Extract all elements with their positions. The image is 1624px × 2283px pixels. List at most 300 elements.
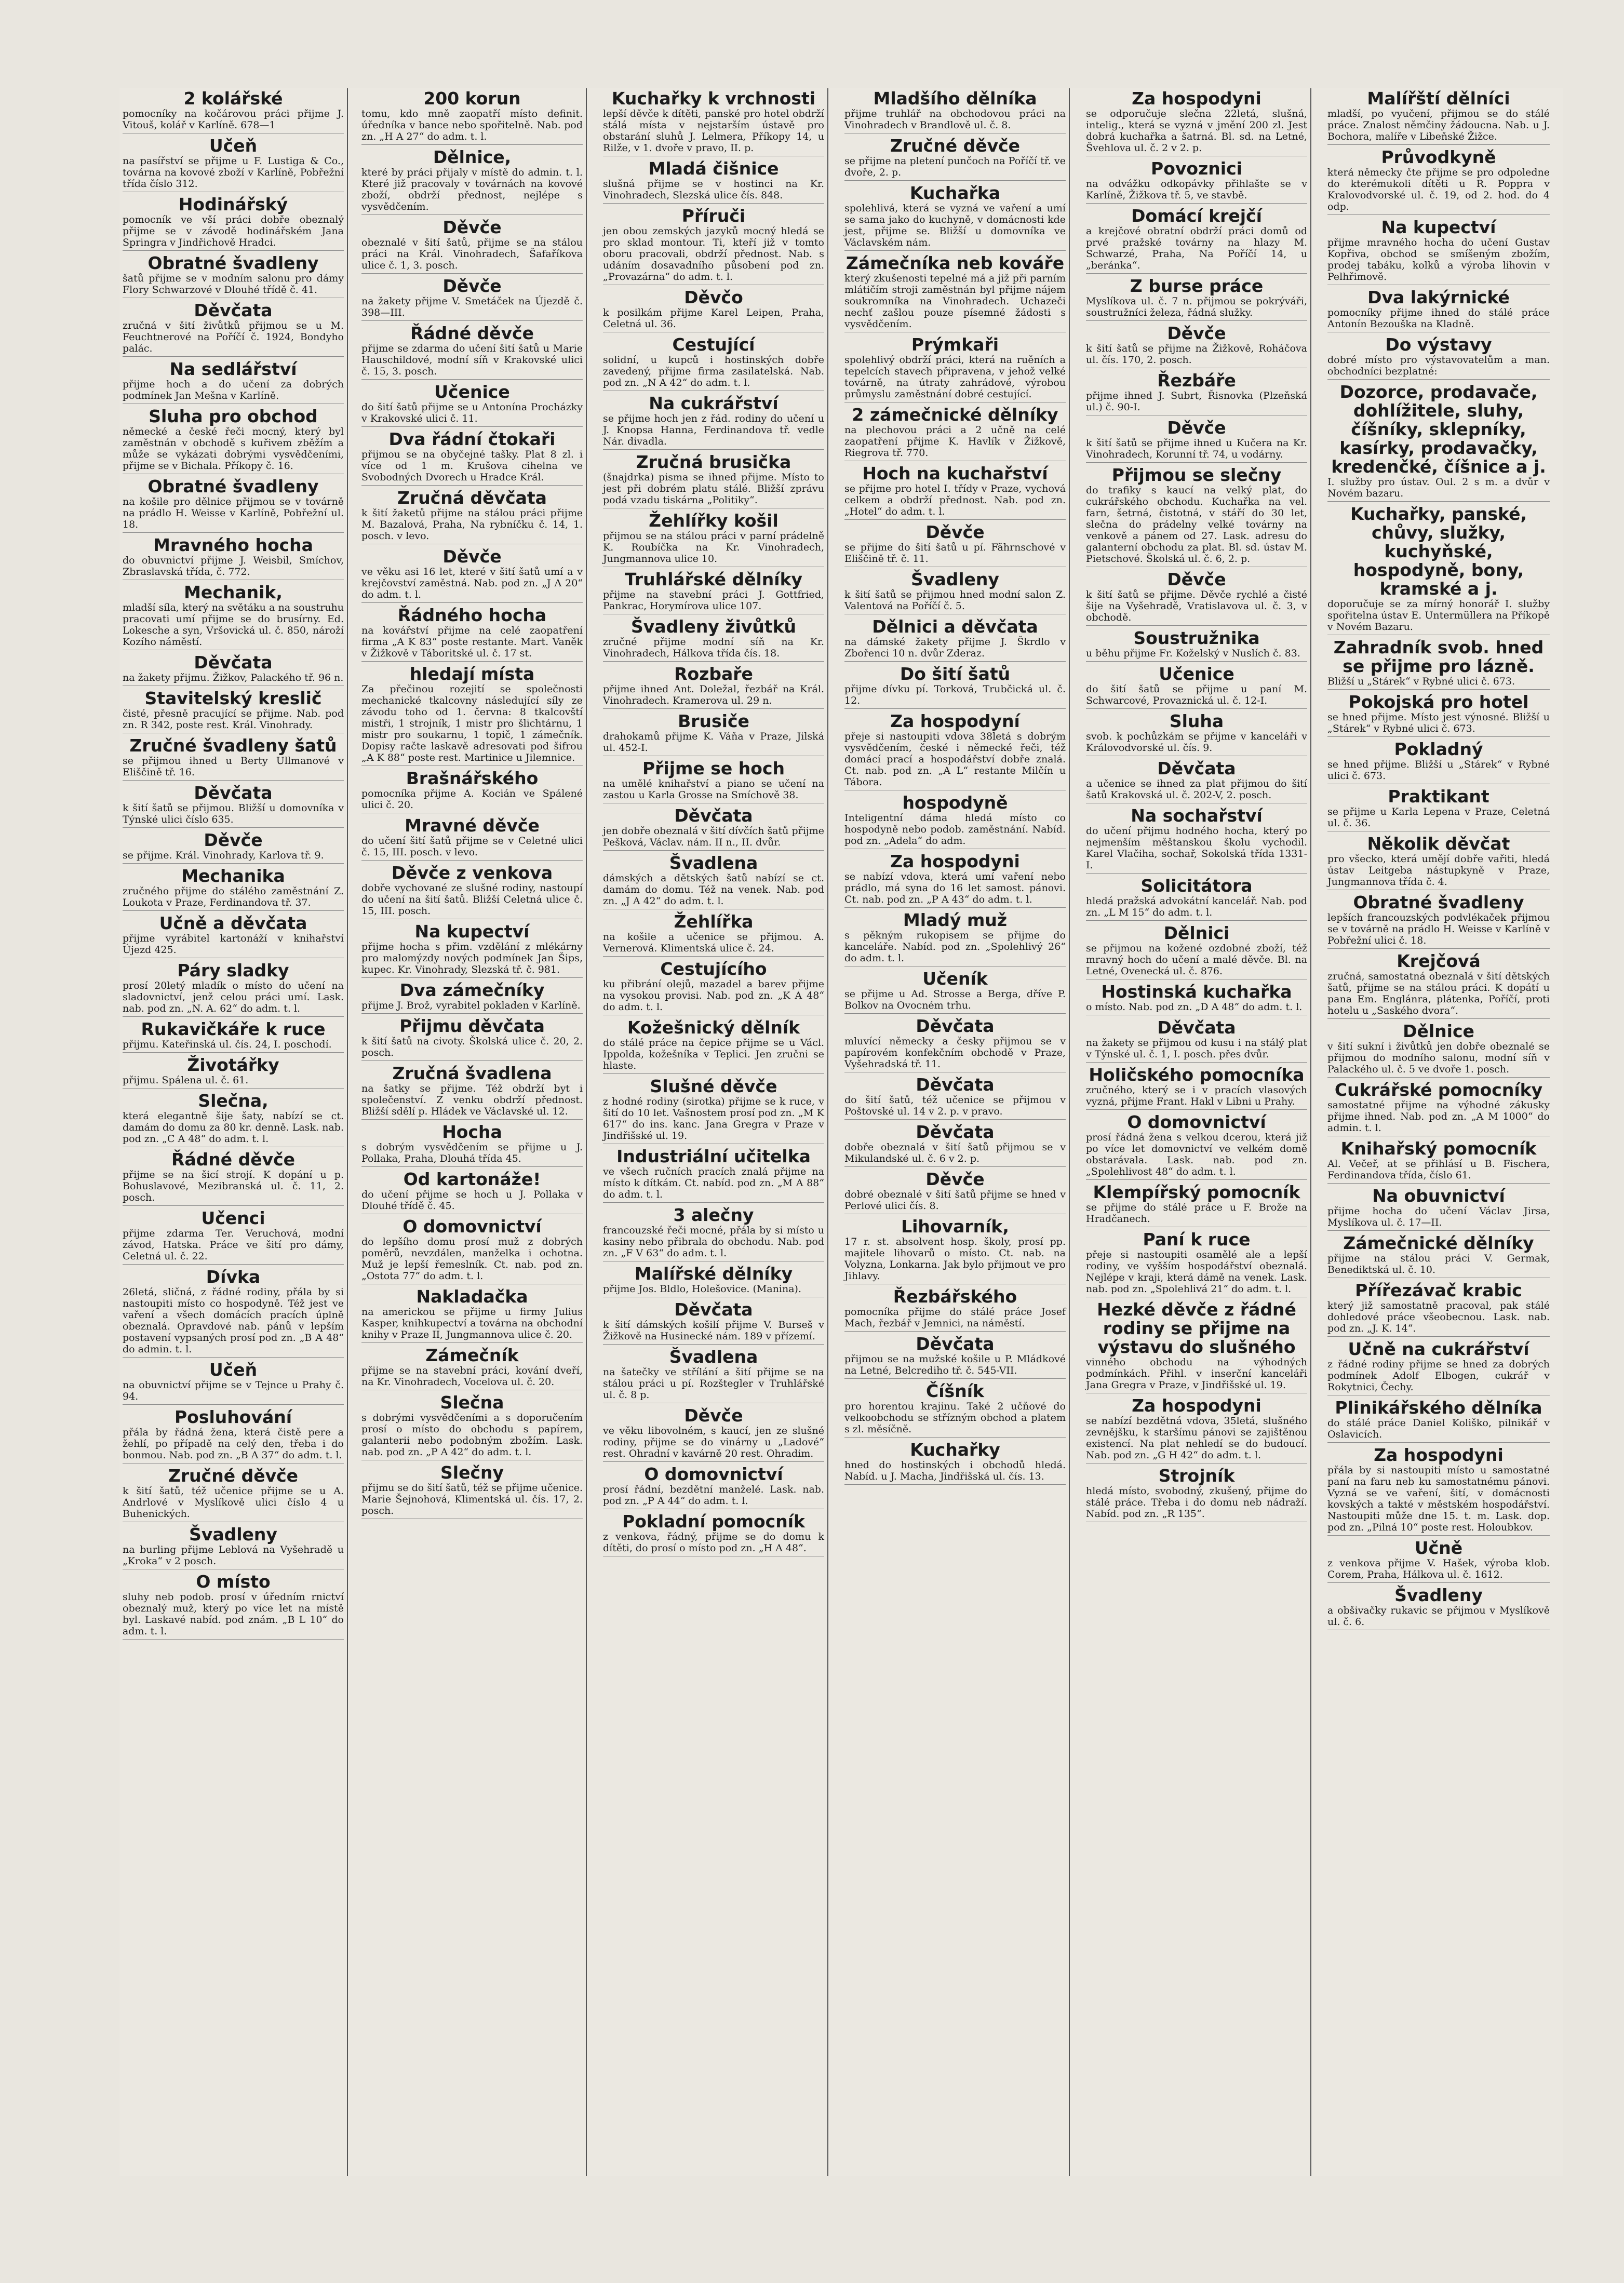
ad-heading: Švadleny živůtků xyxy=(630,616,797,637)
ad-heading: Zámečník xyxy=(425,1345,519,1365)
classified-ad xyxy=(123,407,344,474)
ad-heading: Slečna, xyxy=(198,1091,269,1111)
ad-heading: Soustružnika xyxy=(1133,628,1260,648)
classified-ad xyxy=(123,583,344,650)
classified-ad xyxy=(1086,759,1307,803)
ad-text: svob. k pochůzkám se přijme v kanceláři v Královodvorské ul. čís. 9. xyxy=(1086,731,1307,754)
ad-heading: Děvče xyxy=(1167,323,1226,343)
ad-heading: O domovnictví xyxy=(1127,1112,1266,1132)
ad-text: německé a české řeči mocný, který byl zaměstnán v obchodě s kuřivem zběžím a může se vykázati dobrými vysvědčeními, přijme se v Bichala. Příkopy č. 16. xyxy=(123,426,344,472)
ad-text: přijmu. Spálena ul. č. 61. xyxy=(123,1075,249,1086)
ad-text: se odporučuje slečna 22letá, slušná, intelig., která se vyzná v jmění 200 zl. Jest dobrá kuchařka a šatrná. Bl. sd. na Letné, Švehlova ul. č. 2 v 2. p. xyxy=(1086,108,1307,154)
ad-heading: O domovnictví xyxy=(402,1216,542,1237)
classified-ad xyxy=(603,960,824,1015)
ad-text: se přijme u Karla Lepena v Praze, Celetná ul. č. 36. xyxy=(1327,806,1550,829)
classified-ad xyxy=(1086,466,1307,567)
ad-heading: Dělnici a děvčata xyxy=(872,616,1038,637)
classified-ad xyxy=(1086,207,1307,274)
ad-text: jen obou zemských jazyků mocný hledá se pro sklad montour. Ti, kteří již v tomto oboru pracovali, obdrží přednost. Nab. s udáním dosavadního působení pod zn. „Provazárna“ do adm. t. l. xyxy=(603,225,824,283)
ad-heading: Příruči xyxy=(681,206,746,226)
ad-heading: Děvčo xyxy=(684,287,743,307)
ad-heading: Přířezávač krabic xyxy=(1355,1280,1522,1300)
ad-text: zručná, samostatná obeznalá v šití dětských šatů, přijme se na stálou práci. K dopátí u pana Em. Englánra, plátenka, Poříčí, proti hotelu u „Saského dvora“. xyxy=(1327,971,1550,1016)
classified-ad xyxy=(1086,924,1307,979)
ad-heading: Hezké děvče z řádné rodiny se přijme na výstavu do slušného xyxy=(1097,1299,1296,1357)
classified-ad xyxy=(361,277,583,321)
classified-ad xyxy=(123,1092,344,1147)
classified-ad xyxy=(603,854,824,909)
ad-text: přijme na stavební práci J. Gottfried, Pankrac, Horymírova ulice 107. xyxy=(603,589,824,612)
ad-heading: Domácí krejčí xyxy=(1131,206,1262,226)
ad-heading: Dělnice, xyxy=(433,147,512,167)
ad-heading: Číšník xyxy=(926,1381,984,1401)
classified-ad xyxy=(123,536,344,580)
ad-text: přijme Jos. Bldlo, Holešovice. (Manina). xyxy=(603,1283,802,1295)
classified-ad xyxy=(844,1017,1066,1072)
classified-ad xyxy=(123,1268,344,1358)
classified-ad xyxy=(1086,419,1307,463)
ad-text: přijmou se na stálou práci v parní prádelně K. Roubíčka na Kr. Vinohradech, Jungmannova ulice 10. xyxy=(603,530,824,565)
ad-heading: Mladá čišnice xyxy=(648,158,779,179)
ad-text: na šatky se přijme. Též obdrží byt i společenství. Z venku obdrží přednost. Bližší sdělí p. Hládek ve Václavské ul. 12. xyxy=(361,1083,583,1117)
ad-text: pomocníka přijme do stálé práce Josef Mach, řezbář v Jemnici, na náměstí. xyxy=(844,1306,1066,1329)
classified-ad xyxy=(123,477,344,533)
ad-heading: Zámečnické dělníky xyxy=(1343,1233,1534,1253)
ad-text: obeznalé v šití šatů, přijme se na stálou práci na Král. Vinohradech, Šafaříkova ulice č. 1, 3. posch. xyxy=(361,237,583,271)
classified-ad xyxy=(1327,1022,1550,1078)
ad-text: pro horentou krajinu. Také 2 učňové do velkoobchodu se střízným obchod a platem s zl. měsíčně. xyxy=(844,1401,1066,1435)
classified-ad xyxy=(1086,1467,1307,1522)
classified-ad xyxy=(603,453,824,508)
ad-heading: Za hospodyni xyxy=(890,851,1020,871)
classified-ad xyxy=(361,816,583,861)
ad-text: zručného přijme do stálého zaměstnání Z. Loukota v Praze, Ferdinandova tř. 37. xyxy=(123,885,344,908)
ad-heading: Švadlena xyxy=(669,853,758,873)
ad-text: Myslíkova ul. č. 7 n. přijmou se pokrýváři, soustružníci železa, řádná služky. xyxy=(1086,296,1307,318)
ad-heading: Kuchařky xyxy=(910,1440,1000,1460)
classified-ad xyxy=(123,914,344,958)
classified-ad xyxy=(603,1147,824,1203)
classified-ad xyxy=(361,1217,583,1284)
classified-ad xyxy=(123,137,344,192)
ad-heading: Brusiče xyxy=(678,711,749,731)
classified-ad xyxy=(361,981,583,1014)
ad-text: k šití dámských košilí přijme V. Burseš v Žižkově na Husinecké nám. 189 v přízemí. xyxy=(603,1319,824,1342)
classified-ad xyxy=(123,653,344,686)
classified-ad xyxy=(844,89,1066,133)
classified-ad xyxy=(123,301,344,357)
ad-heading: Dívka xyxy=(206,1267,261,1287)
classified-ad xyxy=(603,712,824,756)
ad-heading: Učeň xyxy=(209,136,258,156)
classified-ad xyxy=(603,1465,824,1509)
classified-ad xyxy=(844,1217,1066,1284)
ad-text: se přijmou ihned u Berty Ullmanové v Eliščině tř. 16. xyxy=(123,755,344,778)
ad-heading: Švadlena xyxy=(669,1347,758,1367)
classified-ad xyxy=(1086,712,1307,756)
classified-ad xyxy=(844,184,1066,251)
ad-heading: Děvče xyxy=(204,830,263,850)
ad-text: Al. Večeř, at se přihlásí u B. Fischera, Ferdinandova třída, číslo 61. xyxy=(1327,1158,1550,1181)
classified-ad xyxy=(603,207,824,285)
ad-text: mluvící německy a česky přijmou se v papírovém konfekčním obchodě v Praze, Vyšehradská tř. 11. xyxy=(844,1036,1066,1070)
ad-text: na umělé knihařství a piano se učení na zastou u Karla Grosse na Smíchově 38. xyxy=(603,778,824,801)
ad-text: dámských a dětských šatů nabízí se ct. damám do domu. Též na venek. Nab. pod zn. „J A 42“ do adm. t. l. xyxy=(603,872,824,907)
classified-ad xyxy=(844,406,1066,461)
ad-heading: Děvče z venkova xyxy=(391,863,553,883)
classified-ad xyxy=(603,807,824,851)
classified-ad xyxy=(844,911,1066,966)
classified-ad xyxy=(844,1123,1066,1167)
classified-ad xyxy=(361,1287,583,1343)
classified-ad xyxy=(1327,89,1550,145)
classified-ad xyxy=(1327,693,1550,737)
ad-heading: Slečna xyxy=(440,1392,504,1413)
classified-ad xyxy=(603,1077,824,1144)
ad-heading: Sluha pro obchod xyxy=(149,406,318,426)
ad-heading: Zručné děvče xyxy=(168,1466,299,1486)
classified-ad xyxy=(123,736,344,781)
classified-ad xyxy=(123,1020,344,1053)
ad-heading: Kuchařky, panské, chůvy, služky, kuchyňské, hospodyně, bony, kramské a j. xyxy=(1350,504,1527,599)
ad-heading: Na sochařství xyxy=(1131,805,1263,826)
ad-heading: Slušné děvče xyxy=(650,1076,777,1096)
ad-text: z hodné rodiny (sirotka) přijme se k ruce, v šití do 10 let. Vašnostem prosí pod zn. „M K 617“ do ins. kanc. Jana Gregra v Praze v Jindřišské ul. 19. xyxy=(603,1096,824,1142)
ad-heading: Na cukrářství xyxy=(649,393,779,413)
ad-heading: Děvčata xyxy=(1157,1017,1236,1038)
ad-heading: Hodinářský xyxy=(178,194,288,214)
ad-heading: Přijmou se slečny xyxy=(1111,465,1282,485)
ad-text: pro všecko, která umějí dobře vařiti, hledá ústav Leitgeba nástupkyně v Praze, Jungmannova třída č. 4. xyxy=(1327,853,1550,888)
ad-text: k šití šatů na civoty. Školská ulice č. 20, 2. posch. xyxy=(361,1036,583,1058)
classified-ad xyxy=(603,665,824,709)
ad-text: solidní, u kupců i hostinských dobře zavedený, přijme firma zasilatelská. Nab. pod zn. „N A 42“ do adm. t. l. xyxy=(603,354,824,388)
ad-heading: Dělnice xyxy=(1403,1021,1474,1041)
classified-ad xyxy=(361,547,583,603)
classified-ad xyxy=(361,1346,583,1390)
ad-text: do šití šatů přijme se u Antonína Procházky v Krakovské ulici č. 11. xyxy=(361,401,583,424)
ad-text: se přijme do šití šatů u pí. Fährnschové v Eliščině tř. č. 11. xyxy=(844,542,1066,565)
ad-text: s pěkným rukopisem se přijme do kanceláře. Nabíd. pod zn. „Spolehlivý 26“ do adm. t. l. xyxy=(844,930,1066,964)
ad-heading: Mravné děvče xyxy=(405,815,540,836)
ad-text: na košile a učenice se přijmou. A. Vernerová. Klimentská ulice č. 24. xyxy=(603,931,824,954)
classified-ad xyxy=(361,606,583,662)
ad-text: přála by řádná žena, která čistě pere a žehlí, po případě na celý den, třeba i do bonmou. Nab. pod zn. „B A 37“ do adm. t. l. xyxy=(123,1427,344,1461)
classified-ad xyxy=(844,852,1066,908)
classified-ad xyxy=(1327,893,1550,949)
ad-text: vinného obchodu na výhodných podmínkách. Přihl. v inserční kanceláři Jana Gregra v Praze, v Jindřišské ul. 19. xyxy=(1086,1357,1307,1391)
ad-heading: Zahradník svob. hned se přijme pro lázně. xyxy=(1333,637,1544,676)
classified-ad xyxy=(123,831,344,864)
ad-heading: Životářky xyxy=(187,1055,279,1075)
ad-heading: Děvče xyxy=(442,546,502,567)
ad-heading: Zručné švadleny šatů xyxy=(129,735,337,756)
ad-text: dobré obeznalé v šití šatů přijme se hned v Perlové ulici čís. 8. xyxy=(844,1189,1066,1212)
ad-heading: Děvčata xyxy=(916,1334,995,1354)
ad-text: čisté, přesně pracující se přijme. Nab. pod zn. R 342, poste rest. Král. Vinohrady. xyxy=(123,708,344,731)
ad-text: s dobrým vysvědčením se přijme u J. Pollaka, Praha, Dlouhá třída 45. xyxy=(361,1142,583,1164)
ad-text: přijmu se do šití šatů, též se přijme učenice. Marie Šejnohová, Klimentská ul. čís. 17, 2. posch. xyxy=(361,1482,583,1516)
classified-ad xyxy=(844,1170,1066,1214)
classified-ad xyxy=(1086,1230,1307,1297)
classified-ad xyxy=(1327,1081,1550,1136)
ad-text: zručného, který se i v pracích vlasových vyzná, přijme Frant. Hakl v Libni u Prahy. xyxy=(1086,1084,1307,1107)
ad-heading: Plinikářského dělníka xyxy=(1335,1398,1542,1418)
classified-ad xyxy=(123,1467,344,1522)
classified-ad xyxy=(603,759,824,803)
ad-heading: Děvče xyxy=(1167,569,1226,589)
classified-ad xyxy=(1086,1300,1307,1393)
ad-text: přijme se na šicí strojí. K dopání u p. Bohuslavové, Mezibranská ul. č. 11, 2. posch. xyxy=(123,1169,344,1203)
ad-text: 26letá, sličná, z řádné rodiny, přála by si nastoupiti místo co hospodyně. Též jest ve vaření a všech domácích pracích úplně obeznalá. Opravdové nab. pánů v lepším postavení vypsaných prosí pod zn. „B A 48“ do admin. t. l. xyxy=(123,1286,344,1355)
ad-heading: hledají místa xyxy=(409,664,535,684)
ad-heading: Učně na cukrářství xyxy=(1348,1339,1529,1359)
ad-heading: Děvčata xyxy=(194,652,273,673)
ad-heading: Za hospodyni xyxy=(1374,1445,1504,1465)
ad-heading: Učeník xyxy=(922,969,988,989)
classified-ad xyxy=(123,1408,344,1463)
ad-heading: Několik děvčat xyxy=(1367,834,1510,854)
ad-heading: Řezbáře xyxy=(1157,370,1236,391)
classified-ad xyxy=(844,1441,1066,1485)
ad-text: přijme mravného hocha do učení Gustav Kopřiva, obchod se smíšeným zbožím, prodej tabáku, kolků a výroba lihovin v Pelhřimově. xyxy=(1327,237,1550,283)
ad-heading: Přijmu děvčata xyxy=(399,1016,545,1036)
ad-heading: Děvče xyxy=(925,522,985,542)
ad-text: do stálé práce na čepice přijme se u Václ. Ippolda, kožešníka v Teplici. Jen zručni se hlaste. xyxy=(603,1037,824,1071)
ad-text: přijme ihned Ant. Doležal, řezbář na Král. Vinohradech. Kramerova ul. 29 n. xyxy=(603,683,824,706)
ad-heading: Povoznici xyxy=(1151,158,1242,179)
ad-heading: Industriální učitelka xyxy=(616,1146,811,1166)
ad-text: jen dobře obeznalá v šití dívčích šatů přijme Pešková, Václav. nám. II n., II. dvůr. xyxy=(603,825,824,848)
ad-text: na burling přijme Leblová na Vyšehradě u „Kroka“ v 2 posch. xyxy=(123,1544,344,1567)
classified-ad xyxy=(603,1265,824,1297)
ad-text: k šití šatů se přijme ihned u Kučera na Kr. Vinohradech, Korunní tř. 74, u vodárny. xyxy=(1086,437,1307,460)
column-6 xyxy=(1324,88,1553,2176)
ad-heading: 3 alečny xyxy=(673,1205,754,1225)
ad-text: se přijme pro hotel I. třídy v Praze, vychová celkem a obdrží přednost. Nab. pod zn. „Hotel“ do adm. t. l. xyxy=(844,483,1066,517)
ad-text: lepších francouzských podvlékaček přijmou se v továrně na prádlo H. Weisse v Karlíně v Pobřežní ulici č. 18. xyxy=(1327,912,1550,946)
ad-heading: Děvče xyxy=(442,276,502,296)
ad-text: k šití šatů se přijme na Žižkově, Roháčova ul. čís. 170, 2. posch. xyxy=(1086,343,1307,366)
ad-heading: Přijme se hoch xyxy=(642,758,785,778)
classified-ad xyxy=(844,1382,1066,1438)
ad-heading: Malířské dělníky xyxy=(634,1264,793,1284)
classified-ad xyxy=(1086,665,1307,709)
classified-ad xyxy=(361,864,583,919)
ad-heading: Lihovarník, xyxy=(901,1216,1009,1237)
classified-ad xyxy=(844,794,1066,849)
classified-ad xyxy=(1327,335,1550,380)
ad-text: přijme hocha s přim. vzdělání z mlékárny pro malomýzdy nových podmínek Jan Šips, kupec. Kr. Vinohrady, Slezská tř. č. 981. xyxy=(361,941,583,975)
ad-text: přijmou se na mužské košile u P. Mládkové na Letné, Belcrediho tř. č. 545-VII. xyxy=(844,1353,1066,1376)
ad-text: drahokamů přijme K. Váňa v Praze, Jilská ul. 452-I. xyxy=(603,731,824,754)
ad-heading: Cukrářské pomocníky xyxy=(1334,1080,1543,1100)
classified-ad xyxy=(844,712,1066,790)
classified-ad xyxy=(123,689,344,733)
ad-text: přijmou se na obyčejné tašky. Plat 8 zl. i více od 1 m. Krušova cihelna ve Svobodných Dvorech u Hradce Král. xyxy=(361,449,583,483)
classified-ad xyxy=(603,617,824,662)
ad-heading: Mechanika xyxy=(181,866,285,886)
ad-heading: Solicitátora xyxy=(1140,876,1253,896)
classified-ad xyxy=(361,922,583,978)
classified-ad xyxy=(1327,1539,1550,1583)
classified-ad xyxy=(361,769,583,813)
classified-ad xyxy=(361,89,583,145)
ad-heading: Zručná švadlena xyxy=(392,1063,552,1083)
ad-heading: Učenci xyxy=(201,1208,265,1228)
classified-ad xyxy=(123,1209,344,1265)
ad-text: francouzské řeči mocné, přála by si místo u kasiny nebo přibrala do obchodu. Nab. pod zn. „F V 63“ do adm. t. l. xyxy=(603,1225,824,1259)
ad-text: se přijme do stálé práce u F. Brože na Hradčanech. xyxy=(1086,1202,1307,1225)
ad-heading: Hocha xyxy=(442,1122,502,1142)
ad-heading: Hostinská kuchařka xyxy=(1101,982,1292,1002)
ad-text: přijme hocha do učení Václav Jirsa, Myslíkova ul. č. 17—II. xyxy=(1327,1205,1550,1228)
ad-heading: Prýmkaři xyxy=(911,334,999,355)
ad-heading: Nakladačka xyxy=(416,1286,528,1307)
ad-text: prosí 20letý mladík o místo do učení na sladovnictví, jenž celou práci umí. Lask. nab. pod zn. „N. A. 62“ do adm. t. l. xyxy=(123,980,344,1014)
ad-heading: Na sedlářství xyxy=(169,359,297,379)
ad-heading: Řádné děvče xyxy=(171,1149,296,1170)
ad-heading: Obratné švadleny xyxy=(147,253,319,273)
classified-ad xyxy=(123,1573,344,1640)
ad-heading: Děvčata xyxy=(194,300,273,320)
ad-heading: Za hospodyní xyxy=(890,711,1020,731)
classified-ad xyxy=(361,1017,583,1061)
ad-heading: Klempířský pomocník xyxy=(1093,1182,1300,1202)
ad-text: do obuvnictví přijme J. Weisbil, Smíchov, Zbraslavská třída, č. 772. xyxy=(123,555,344,578)
ad-heading: Z burse práce xyxy=(1130,276,1264,296)
classified-ad xyxy=(1086,807,1307,874)
classified-ad xyxy=(1327,1340,1550,1395)
classified-ad xyxy=(603,394,824,450)
ad-text: do učení šití šatů přijme se v Celetné ulici č. 15, III. posch. v levo. xyxy=(361,835,583,858)
ad-text: ve všech ručních pracích znalá přijme na místo k dítkám. Ct. nabíd. pod zn. „M A 88“ do adm. t. l. xyxy=(603,1166,824,1200)
ad-text: šatů přijme se v modním salonu pro dámy Flory Schwarzové v Dlouhé třídě č. 41. xyxy=(123,273,344,296)
ad-text: Bližší u „Stárek“ v Rybné ulici č. 673. xyxy=(1327,676,1515,687)
ad-heading: Žehlířka xyxy=(674,911,754,932)
ad-heading: Cestující xyxy=(672,334,755,355)
ad-heading: Sluha xyxy=(1169,711,1224,731)
ad-text: přijme ihned J. Subrt, Řisnovka (Plzeňská ul.) č. 90-I. xyxy=(1086,390,1307,413)
ad-text: samostatné přijme na výhodné zákusky přijme ihned. Nab. pod zn. „A M 1000“ do admin. t. l. xyxy=(1327,1099,1550,1134)
ad-text: přeje si nastoupiti osamělé ale a lepší rodiny, ve vyšším hospodářství obeznalá. Nejlépe v kraji, která dámě na venek. Lask. nab. pod zn. „Spolehlivá 21“ do adm. t. l. xyxy=(1086,1249,1307,1295)
ad-heading: Řádné děvče xyxy=(410,323,534,343)
ad-text: na žakety přijmu. Žižkov, Palackého tř. 96 n. xyxy=(123,672,344,683)
classified-ad xyxy=(1327,1586,1550,1630)
ad-text: přijme se na stavební práci, kování dveří, na Kr. Vinohradech, Vocelova ul. č. 20. xyxy=(361,1365,583,1388)
classified-ad xyxy=(1086,324,1307,368)
ad-text: ku přibrání olejů, mazadel a barev přijme na vysokou provisi. Nab. pod zn. „K A 48“ do adm. t. l. xyxy=(603,978,824,1013)
ad-heading: Holičského pomocníka xyxy=(1089,1065,1305,1085)
ad-text: 17 r. st. absolvent hosp. školy, prosí pp. majitele lihovarů o místo. Ct. nab. na Volyzna, Lonkarna. Jak bylo přijmout ve pro Jihlavy. xyxy=(844,1236,1066,1282)
ad-heading: Pokladní pomocník xyxy=(622,1511,805,1532)
classified-ad xyxy=(603,335,824,391)
ad-heading: Pokladný xyxy=(1394,739,1483,759)
ad-heading: Učně a děvčata xyxy=(159,913,307,933)
classified-ad xyxy=(123,360,344,404)
ad-heading: Švadleny xyxy=(1394,1585,1483,1605)
classified-ad xyxy=(1086,159,1307,204)
classified-ad xyxy=(1086,877,1307,921)
ad-text: se hned přijme. Místo jest výnosné. Bližší u „Stárek“ v Rybné ulici č. 673. xyxy=(1327,711,1550,734)
classified-ad xyxy=(1086,1066,1307,1110)
ad-text: který již samostatně pracoval, pak stálé dohledové práce všeobecnou. Lask. nab. pod zn. „J. K. 14“. xyxy=(1327,1300,1550,1334)
ad-heading: Kožešnický dělník xyxy=(627,1017,800,1038)
ad-text: do učení přijme se hoch u J. Pollaka v Dlouhé třídě č. 45. xyxy=(361,1189,583,1212)
classified-ad xyxy=(361,1123,583,1167)
ad-heading: 200 korun xyxy=(423,88,521,109)
ad-text: prosí řádná žena s velkou dcerou, která již po více let domovnictví ve velkém domě obstarávala. Lask. nab. pod zn. „Spolehlivost 48“ do adm. t. l. xyxy=(1086,1132,1307,1177)
classified-ad xyxy=(1327,383,1550,502)
classified-ad xyxy=(603,570,824,614)
ad-heading: Slečny xyxy=(440,1462,504,1483)
classified-ad xyxy=(1086,1018,1307,1063)
classified-ad xyxy=(361,1463,583,1519)
classified-ad xyxy=(1327,148,1550,215)
ad-text: k posilkám přijme Karel Leipen, Praha, Celetná ul. 36. xyxy=(603,307,824,330)
classified-ad xyxy=(1086,1183,1307,1227)
classified-ad xyxy=(1327,288,1550,332)
ad-text: do šití šatů, též učenice se přijmou v Poštovské ul. 14 v 2. p. v pravo. xyxy=(844,1094,1066,1117)
column-4 xyxy=(841,88,1070,2176)
classified-ad xyxy=(603,159,824,204)
ad-heading: Rukavičkáře k ruce xyxy=(141,1019,326,1039)
classified-ad xyxy=(123,1361,344,1405)
ad-text: lepší děvče k dítěti, panské pro hotel obdrží stálá místa v nejstarším ústavě pro obstarání sluhů J. Lelmera, Příkopy 14, u Rilže, v 1. dvoře v pravo, II. p. xyxy=(603,108,824,154)
ad-heading: Na kupectví xyxy=(414,921,530,942)
classified-ad xyxy=(603,288,824,332)
classified-ad xyxy=(1086,1396,1307,1463)
ad-heading: Posluhování xyxy=(174,1407,292,1427)
classified-ad xyxy=(603,512,824,567)
ad-text: z venkova přijme V. Hašek, výroba klob. Corem, Praha, Hálkova ul. č. 1612. xyxy=(1327,1557,1550,1580)
classified-ad xyxy=(1086,1113,1307,1180)
ad-text: zručná v šití živůtků přijmou se u M. Feuchtnerové na Poříčí č. 1924, Bondyho palác. xyxy=(123,320,344,354)
ad-heading: Pokojská pro hotel xyxy=(1348,692,1529,712)
classified-ad xyxy=(603,1406,824,1462)
ad-text: z řádné rodiny přijme se hned za dobrých podmínek Adolf Elbogen, cukrář v Rokytnici, Čechy. xyxy=(1327,1359,1550,1393)
ad-text: Inteligentní dáma hledá místo co hospodyně nebo podob. zaměstnání. Nabíd. pod zn. „Adela“ do adm. xyxy=(844,812,1066,847)
ad-heading: Mladšího dělníka xyxy=(873,88,1037,109)
ad-heading: Na obuvnictví xyxy=(1372,1186,1505,1206)
classified-ad xyxy=(123,867,344,911)
classified-ad xyxy=(1327,1399,1550,1443)
ad-text: který zkušenosti tepelné má a již při parním mlátičím stroji zaměstnán byl přijme nájem soukromníka na Vinohradech. Uchazeči nechť zašlou pouze písemné žádosti s vysvědčením. xyxy=(844,273,1066,330)
classified-ad xyxy=(1327,740,1550,784)
ad-text: sluhy neb podob. prosí v úředním rnictví obeznalý muž, který po více let na místě byl. Laskavé nabíd. pod znám. „B L 10“ do adm. t. l. xyxy=(123,1591,344,1637)
classified-ad xyxy=(844,464,1066,520)
ad-text: (šnajdrka) pisma se ihned přijme. Místo to jest při dobrém platu stálé. Bližší zprávu podá vzadu tiskárna „Politiky“. xyxy=(603,472,824,506)
ad-heading: Děvče xyxy=(684,1405,743,1426)
ad-heading: Zručné děvče xyxy=(890,136,1021,156)
ad-heading: Mladý muž xyxy=(903,910,1008,930)
ad-heading: 2 zámečnické dělníky xyxy=(852,405,1058,425)
ad-text: se nabízí bezdětná vdova, 35letá, slušného zevnějšku, k staršímu pánovi se zajištěnou existencí. Na plat nehledí se do budoucí. Nab. pod zn. „G H 42“ do adm. t. l. xyxy=(1086,1415,1307,1461)
ad-heading: Hoch na kuchařství xyxy=(862,463,1048,484)
ad-heading: Rozbaře xyxy=(674,664,753,684)
classified-ad xyxy=(361,383,583,427)
ad-text: které by práci přijaly v místě do admin. t. l. Které již pracovaly v továrnách na kovové zboží, obdrží přednost, nejlépe s vysvědčením. xyxy=(361,167,583,212)
classified-ad xyxy=(361,430,583,486)
ad-text: hned do hostinských i obchodů hledá. Nabíd. u J. Macha, Jindřišská ul. čís. 13. xyxy=(844,1459,1066,1482)
ad-text: slušná přijme se v hostinci na Kr. Vinohradech, Slezská ulice čís. 848. xyxy=(603,178,824,201)
ad-heading: Řádného hocha xyxy=(397,605,547,625)
ad-text: I. služby pro ústav. Oul. 2 s m. a dvůr v Novém bazaru. xyxy=(1327,476,1550,499)
ad-text: a krejčové obratní obdrží práci domů od prvé pražské továrny na hlazy M. Schwarzé, Praha, Na Poříčí 14, u „beránka“. xyxy=(1086,225,1307,271)
ad-heading: Do výstavy xyxy=(1385,334,1492,355)
ad-text: tomu, kdo mně zaopatří místo definit. úředníka v bance nebo spořitelně. Nab. pod zn. „H A 27“ do adm. t. l. xyxy=(361,108,583,142)
ad-heading: Brašnářského xyxy=(406,768,539,788)
